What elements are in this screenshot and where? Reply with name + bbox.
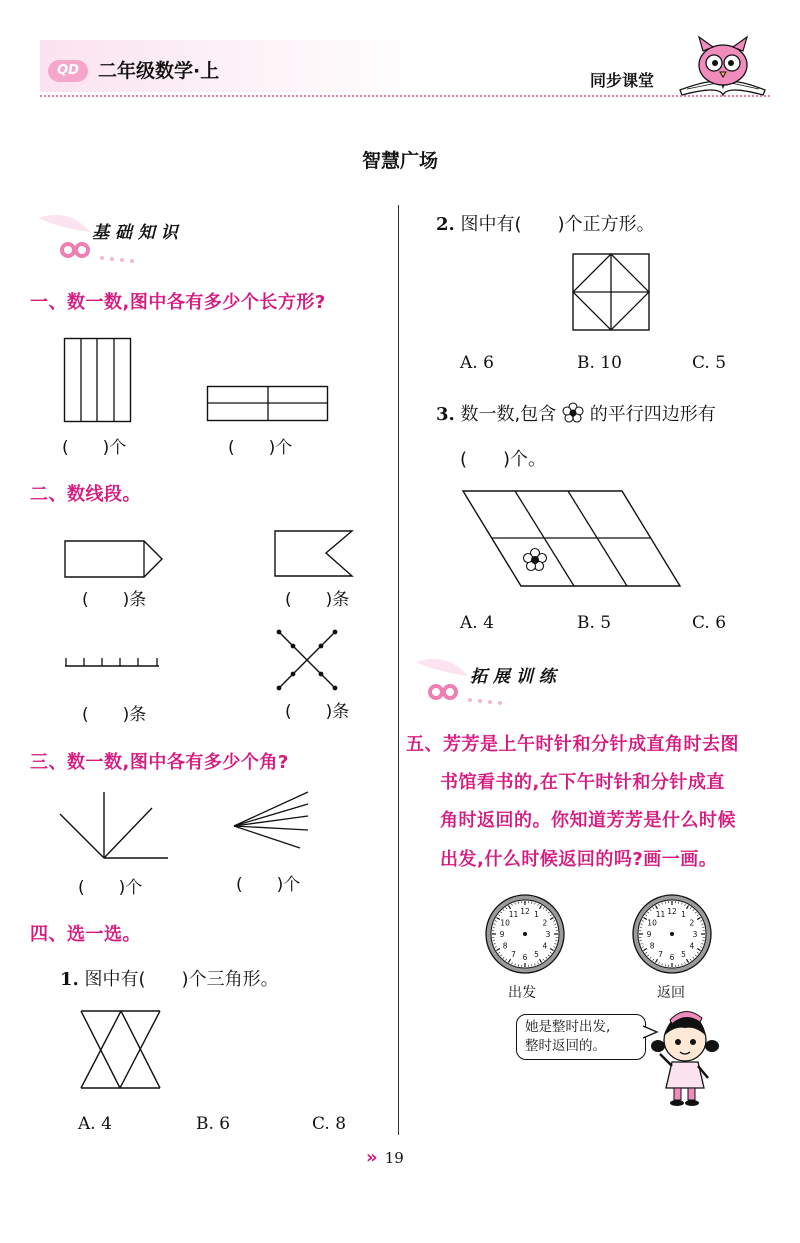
clock-number: 12 [520, 907, 530, 916]
clock-number: 9 [499, 930, 505, 939]
clock-number: 6 [669, 953, 675, 962]
clock-number: 12 [667, 907, 677, 916]
clock-number: 11 [508, 910, 519, 920]
item3 [436, 400, 716, 426]
clock-number: 1 [681, 910, 686, 920]
clock-center [523, 932, 527, 936]
banner-basic-label: 基 础 知 识 [92, 223, 178, 243]
q1-blank-a[interactable]: ( )个 [62, 438, 127, 458]
page-number: 19 [384, 1149, 404, 1167]
clock-number: 1 [534, 910, 539, 920]
clock-number: 3 [545, 930, 551, 939]
q2-blank-a[interactable]: ( )条 [82, 590, 147, 610]
item3-figure-parallelograms [462, 490, 682, 588]
q2-figure-cross [275, 628, 339, 692]
item2-option-a[interactable]: A. 6 [460, 353, 494, 373]
clock-center [670, 932, 674, 936]
banner-ext-label: 拓 展 训 练 [470, 667, 556, 687]
double-chevron-icon: » [366, 1147, 378, 1168]
q4-option-b[interactable]: B. 6 [196, 1114, 231, 1134]
flower-icon [562, 402, 584, 424]
girl-illustration-icon [650, 1008, 725, 1108]
q2-figure-segment [64, 654, 160, 668]
item2-figure-square [572, 253, 650, 331]
q5-line-2: 书馆看书的,在下午时针和分针成直 [440, 772, 725, 793]
clock-number: 11 [655, 910, 666, 920]
clock-number: 6 [522, 953, 528, 962]
clock-number: 9 [646, 930, 652, 939]
q2-figure-arrow [64, 540, 164, 580]
column-divider [398, 205, 399, 1135]
q1-figure-a [64, 338, 132, 423]
q4-title: 四、选一选。 [30, 924, 141, 945]
q3-figure-fan [60, 790, 170, 862]
clock-number: 10 [647, 918, 657, 928]
page-title: 智慧广场 [361, 150, 438, 172]
header-badge: QD [48, 60, 88, 82]
clock-number: 4 [542, 941, 548, 951]
item3-option-a[interactable]: A. 4 [460, 613, 494, 633]
q2-figure-flag [274, 530, 354, 578]
item3-option-c[interactable]: C. 6 [692, 613, 727, 633]
q1-figure-b [207, 386, 329, 422]
clock-number: 4 [689, 941, 695, 951]
q3-blank-a[interactable]: ( )个 [78, 878, 143, 898]
q4-option-c[interactable]: C. 8 [312, 1114, 347, 1134]
speech-bubble-line-2: 整时返回的。 [525, 1038, 606, 1054]
q4-item1-text: 图中有( )个三角形。 [84, 969, 279, 990]
item2-option-b[interactable]: B. 10 [577, 353, 622, 373]
clock-number: 8 [649, 941, 655, 951]
section-title: 同步课堂 [590, 71, 655, 90]
speech-bubble-line-1: 她是整时出发, [525, 1019, 611, 1035]
q5-line-4: 出发,什么时候返回的吗?画一画。 [440, 849, 718, 870]
clock-number: 2 [542, 918, 548, 928]
clock-number: 5 [681, 949, 686, 959]
page-footer [366, 1147, 404, 1168]
q3-title: 三、数一数,图中各有多少个角? [30, 752, 289, 773]
item3-option-b[interactable]: B. 5 [577, 613, 612, 633]
q3-figure-rays [232, 790, 312, 850]
clock-number: 2 [689, 918, 695, 928]
clock-number: 10 [500, 918, 510, 928]
q4-figure-triangles [80, 1010, 162, 1090]
speech-bubble [516, 1014, 646, 1060]
item2-text: 图中有( )个正方形。 [460, 214, 655, 235]
q4-item1-number: 1. [60, 969, 79, 990]
q1-title: 一、数一数,图中各有多少个长方形? [30, 292, 326, 313]
clock-departure[interactable] [484, 893, 566, 975]
q2-blank-d[interactable]: ( )条 [285, 702, 350, 722]
clock-number: 3 [692, 930, 698, 939]
clock-number: 7 [658, 949, 663, 959]
item2-number: 2. [436, 214, 455, 235]
clock-number: 7 [511, 949, 516, 959]
item3-text-c[interactable]: ( )个。 [460, 449, 547, 470]
q3-blank-b[interactable]: ( )个 [236, 875, 301, 895]
clock-return-label: 返回 [657, 985, 685, 1001]
clock-departure-label: 出发 [508, 985, 536, 1001]
item2-option-c[interactable]: C. 5 [692, 353, 727, 373]
item3-number: 3. [436, 404, 455, 425]
q5-line-3: 角时返回的。你知道芳芳是什么时候 [440, 810, 736, 831]
q2-title: 二、数线段。 [30, 484, 141, 505]
clock-return[interactable] [631, 893, 713, 975]
q1-blank-b[interactable]: ( )个 [228, 438, 293, 458]
item3-text-a: 数一数,包含 [460, 404, 557, 425]
q5-line-1: 五、芳芳是上午时针和分针成直角时去图 [406, 734, 739, 755]
q2-blank-c[interactable]: ( )条 [82, 705, 147, 725]
owl-book-icon [675, 35, 770, 97]
parallelogram-flower-icon [524, 549, 547, 571]
book-title: 二年级数学·上 [98, 60, 220, 82]
q4-option-a[interactable]: A. 4 [78, 1114, 112, 1134]
clock-number: 8 [502, 941, 508, 951]
clock-number: 5 [534, 949, 539, 959]
item2 [436, 210, 655, 236]
header-rule [40, 95, 770, 97]
q4-item1 [60, 965, 279, 991]
item3-text-b: 的平行四边形有 [589, 404, 716, 425]
q2-blank-b[interactable]: ( )条 [285, 590, 350, 610]
